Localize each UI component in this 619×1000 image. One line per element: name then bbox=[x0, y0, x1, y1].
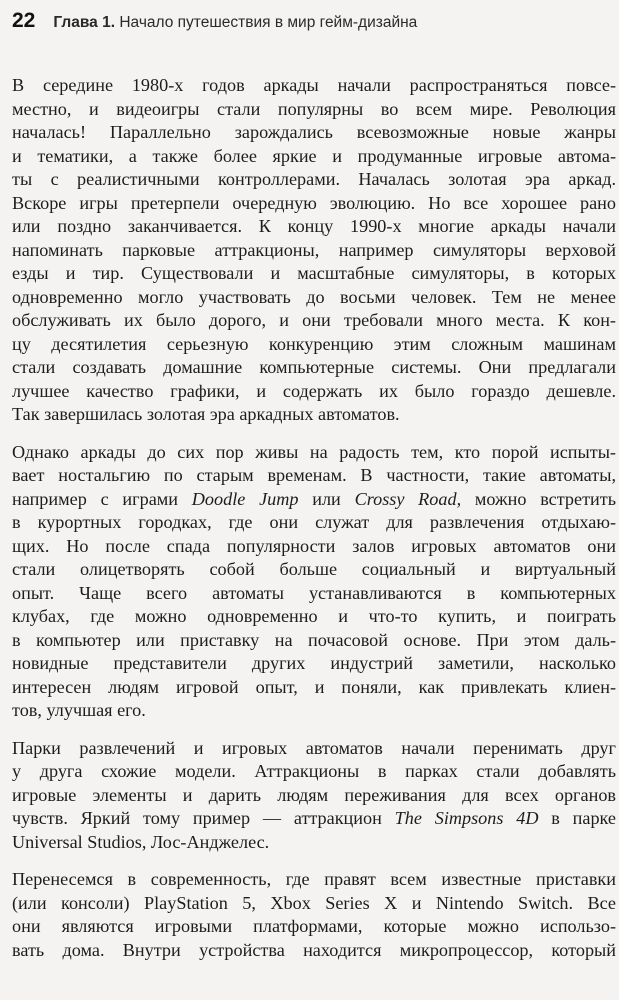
text-run: Парки развлечений и игровых автоматов начали перенимать друг bbox=[12, 737, 616, 758]
text-line bbox=[12, 309, 616, 333]
text-line bbox=[12, 98, 616, 122]
text-line bbox=[12, 356, 616, 380]
text-line bbox=[12, 333, 616, 357]
body-text bbox=[12, 74, 616, 976]
text-line bbox=[12, 868, 616, 892]
text-line bbox=[12, 192, 616, 216]
text-line bbox=[12, 939, 616, 963]
text-line bbox=[12, 286, 616, 310]
text-run: новидные представители других индустрий заметили, насколько bbox=[12, 653, 616, 673]
text-run: игровые элементы и дарить людям переживания для всех органов bbox=[12, 784, 616, 805]
chapter-name: Начало путешествия в мир гейм-дизайна bbox=[119, 14, 418, 31]
text-run: клубах, где можно одновременно и что-то купить, и поиграть bbox=[12, 606, 616, 626]
text-run: стали создавать домашние компьютерные системы. Они предлагали bbox=[12, 357, 616, 377]
text-line bbox=[12, 784, 616, 808]
text-line bbox=[12, 488, 616, 512]
text-run: стали олицетворять собой больше социальный и виртуальный bbox=[12, 559, 616, 579]
text-line bbox=[12, 464, 616, 488]
text-run: местно, и видеоигры стали популярны во всем мире. Революция bbox=[12, 98, 616, 119]
text-line bbox=[12, 760, 616, 784]
text-line bbox=[12, 441, 616, 465]
text-run: ты с реалистичными контроллерами. Началась золотая эра аркад. bbox=[12, 169, 616, 189]
text-run: напоминать парковые аттракционы, например симуляторы верховой bbox=[12, 239, 616, 260]
text-run: Вскоре игры претерпели очередную эволюцию. Но все хорошее рано bbox=[12, 192, 616, 213]
text-run: вает ностальгию по старым временам. В частности, такие автоматы, bbox=[12, 465, 616, 485]
text-line bbox=[12, 511, 616, 535]
chapter-label: Глава 1. bbox=[53, 14, 116, 31]
text-line bbox=[12, 380, 616, 404]
paragraph bbox=[12, 441, 616, 723]
text-run: или поздно заканчивается. К концу 1990-х многие аркады начали bbox=[12, 216, 616, 236]
text-run: Перенесемся в современность, где правят всем известные приставки bbox=[12, 869, 616, 889]
text-run: можно встретить bbox=[461, 488, 617, 509]
text-run: например с играми bbox=[12, 488, 192, 509]
text-run: интересен людям игровой опыт, и поняли, как привлекать клиен- bbox=[12, 676, 616, 697]
text-line bbox=[12, 676, 616, 700]
text-line bbox=[12, 121, 616, 145]
text-run: тов, улучшая его. bbox=[12, 700, 146, 720]
text-run: Universal Studios, Лос-Анджелес. bbox=[12, 831, 270, 852]
text-run: в курортных городках, где они служат для развлечения отдыхаю- bbox=[12, 512, 616, 532]
text-line bbox=[12, 558, 616, 582]
paragraph bbox=[12, 74, 616, 427]
text-run: одновременно могло участвовать до восьми человек. Тем не менее bbox=[12, 286, 616, 307]
text-run: Так завершилась золотая эра аркадных автоматов. bbox=[12, 404, 400, 424]
text-line bbox=[12, 699, 616, 723]
text-line bbox=[12, 892, 616, 916]
text-line bbox=[12, 215, 616, 239]
text-run: цу десятилетия серьезную конкуренцию этим сложным машинам bbox=[12, 333, 616, 354]
text-line bbox=[12, 605, 616, 629]
running-head bbox=[53, 14, 417, 32]
text-run: В середине 1980-х годов аркады начали распространяться повсе- bbox=[12, 75, 616, 95]
text-run: у друга схожие модели. Аттракционы в парках стали добавлять bbox=[12, 761, 616, 781]
page-header bbox=[12, 9, 612, 39]
text-run: езды и тир. Существовали и масштабные симуляторы, в которых bbox=[12, 263, 616, 283]
text-run: в парке bbox=[538, 808, 616, 828]
text-run: лучшее качество графики, и содержать их было гораздо дешевле. bbox=[12, 380, 616, 401]
paragraph bbox=[12, 737, 616, 855]
text-line bbox=[12, 74, 616, 98]
text-line bbox=[12, 915, 616, 939]
text-run: опыт. Чаще всего автоматы устанавливаются в компьютерных bbox=[12, 582, 616, 603]
text-line bbox=[12, 807, 616, 831]
italic-title: Crossy Road, bbox=[354, 488, 462, 509]
text-line bbox=[12, 629, 616, 653]
text-run: чувств. Яркий тому пример — аттракцион bbox=[12, 808, 395, 828]
text-line bbox=[12, 737, 616, 761]
text-line bbox=[12, 831, 616, 855]
text-run: или bbox=[298, 488, 355, 509]
text-run: (или консоли) PlayStation 5, Xbox Series X и Nintendo Switch. Все bbox=[12, 892, 616, 913]
text-run: щих. Но после спада популярности залов игровых автоматов они bbox=[12, 535, 616, 556]
italic-title: Doodle Jump bbox=[191, 488, 299, 509]
text-run: Однако аркады до сих пор живы на радость тем, кто порой испыты- bbox=[12, 441, 616, 462]
text-run: началась! Параллельно зарождались всевозможные новые жанры bbox=[12, 122, 616, 142]
paragraph bbox=[12, 868, 616, 962]
text-run: они являются игровыми платформами, которые можно использо- bbox=[12, 916, 616, 936]
text-line bbox=[12, 145, 616, 169]
text-line bbox=[12, 403, 616, 427]
italic-title: The Simpsons 4D bbox=[394, 808, 539, 828]
text-line bbox=[12, 652, 616, 676]
text-line bbox=[12, 239, 616, 263]
text-run: вать дома. Внутри устройства находится микропроцессор, который bbox=[12, 939, 616, 960]
page-number: 22 bbox=[12, 9, 36, 32]
text-run: и тематики, а также более яркие и продуманные игровые автома- bbox=[12, 145, 616, 166]
text-run: в компьютер или приставку на почасовой основе. При этом даль- bbox=[12, 629, 616, 650]
text-run: обслуживать их было дорого, и они требовали много места. К кон- bbox=[12, 310, 616, 330]
text-line bbox=[12, 535, 616, 559]
text-line bbox=[12, 262, 616, 286]
text-line bbox=[12, 582, 616, 606]
text-line bbox=[12, 168, 616, 192]
